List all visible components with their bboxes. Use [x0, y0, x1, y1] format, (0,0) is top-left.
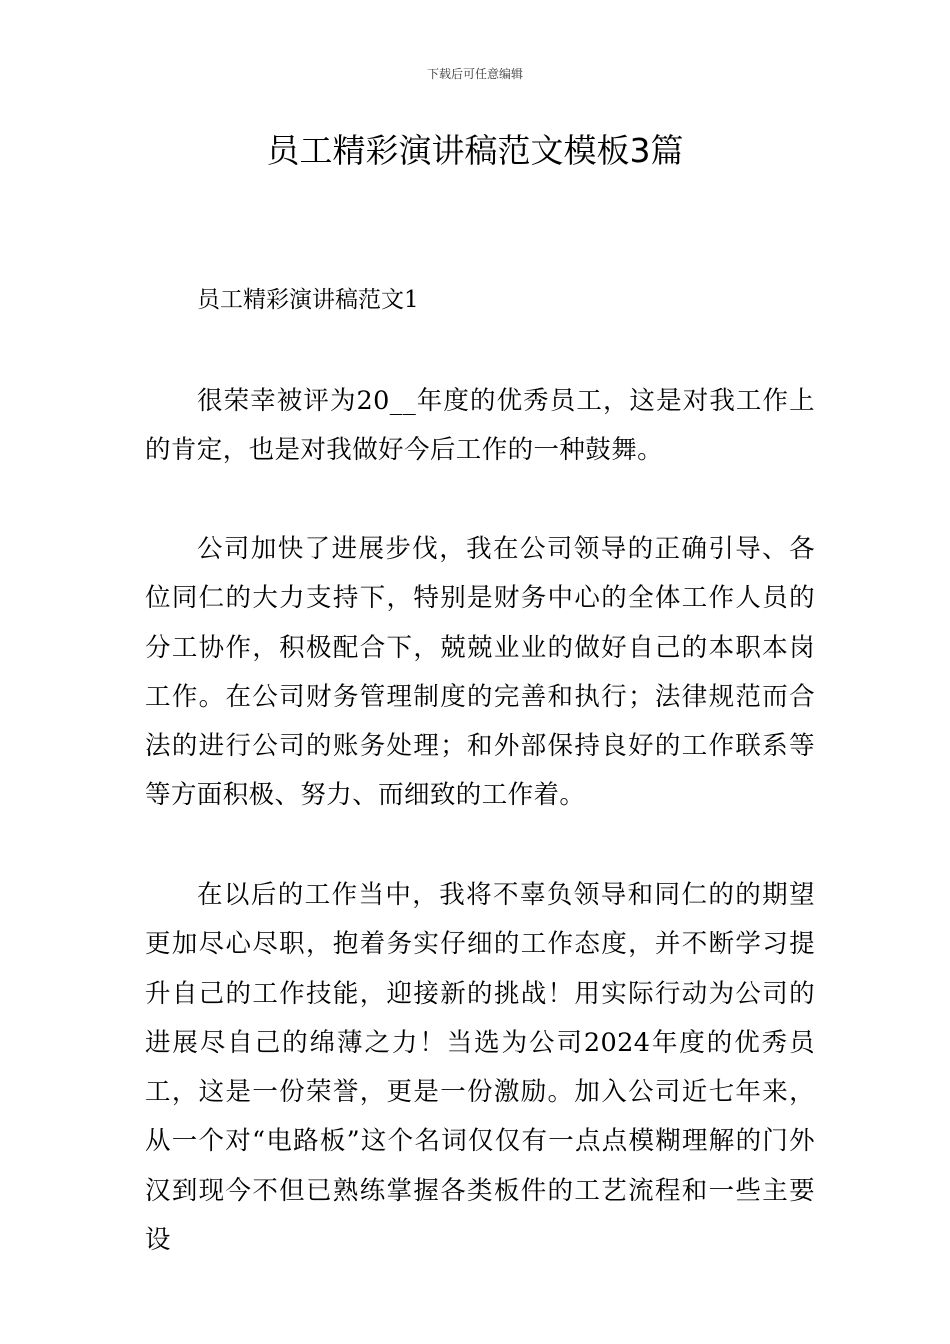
paragraph-1: 很荣幸被评为20__年度的优秀员工，这是对我工作上的肯定，也是对我做好今后工作的一种鼓舞。 [145, 386, 815, 466]
header-note: 下载后可任意编辑 [426, 67, 523, 81]
document-title: 员工精彩演讲稿范文模板3篇 [266, 131, 684, 170]
paragraph-2: 公司加快了进展步伐，我在公司领导的正确引导、各位同仁的大力支持下，特别是财务中心的全体工作人员的分工协作，积极配合下，兢兢业业的做好自己的本职本岗工作。在公司财务管理制度的完善和执行；法律规范而合法的进行公司的账务处理；和外部保持良好的工作联系等等方面积极、努力、而细致的工作着。 [145, 534, 815, 811]
paragraph-3: 在以后的工作当中，我将不辜负领导和同仁的的期望更加尽心尽职，抱着务实仔细的工作态度，并不断学习提升自己的工作技能，迎接新的挑战！用实际行动为公司的进展尽自己的绵薄之力！当选为公司2024年度的优秀员工，这是一份荣誉，更是一份激励。加入公司近七年来，从一个对“电路板”这个名词仅仅有一点点模糊理解的门外汉到现今不但已熟练掌握各类板件的工艺流程和一些主要设 [145, 880, 815, 1256]
section-heading: 员工精彩演讲稿范文1 [197, 287, 419, 313]
